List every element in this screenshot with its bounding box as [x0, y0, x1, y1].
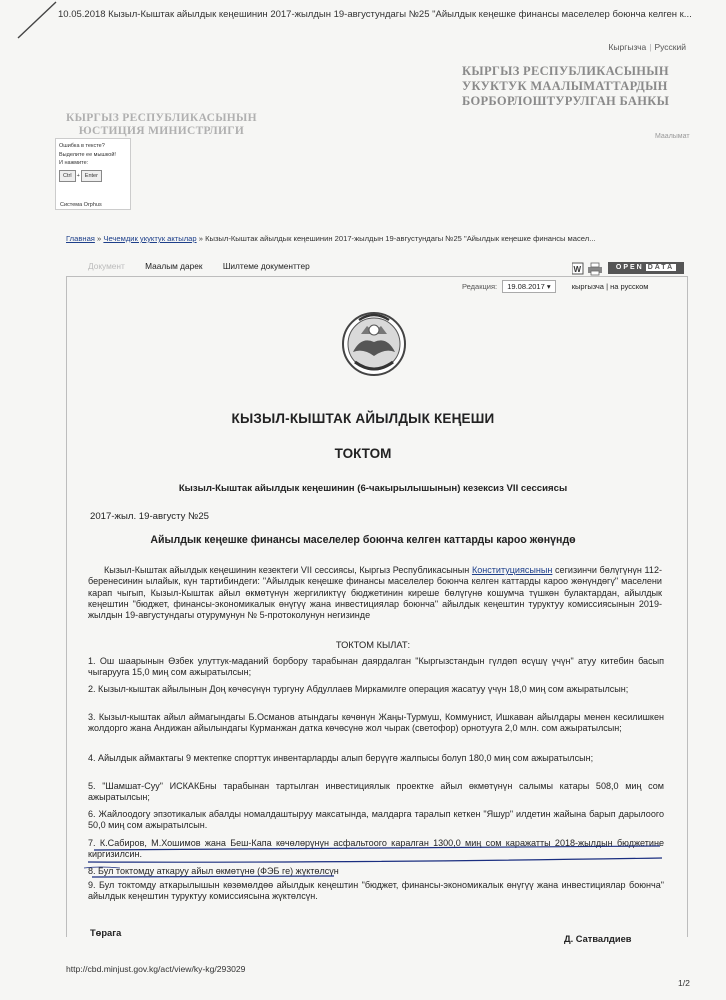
ministry-line-2: ЮСТИЦИЯ МИНИСТРЛИГИ — [78, 125, 245, 137]
edition-selector — [462, 280, 648, 293]
enter-key: Enter — [81, 170, 102, 183]
breadcrumb-current: Кызыл-Кыштак айылдык кеңешинин 2017-жылдын 19-августундагы №25 "Айылдык кеңешке финансы масел... — [205, 234, 596, 243]
svg-text:W: W — [573, 265, 582, 274]
doc-lang-kyrgyz[interactable]: кыргызча — [571, 282, 604, 291]
key-plus: + — [76, 172, 80, 179]
breadcrumb-sep: » — [97, 234, 102, 243]
lang-russian-link[interactable]: Русский — [654, 42, 686, 52]
session-heading: Кызыл-Кыштак айылдык кеңешинин (6-чакырылышынын) кезексиз VII сессиясы — [178, 483, 568, 494]
resolves-heading: ТОКТОМ КЫЛАТ: — [335, 640, 411, 650]
document-subject: Айылдык кеңешке финансы маселелер боюнча келген каттарды карoo жөнүндө — [150, 534, 576, 546]
doc-lang-separator: | — [606, 282, 609, 291]
print-header: 10.05.2018 Кызыл-Кыштак айылдык кеңешинин 2017-жылдын 19-августундагы №25 "Айылдык кеңешке финансы маселелер боюнча келген к... — [58, 9, 692, 20]
language-switch — [608, 42, 686, 52]
resolution-item-5: 5. "Шамшат-Суу" ИСКАКБны тарабынан тартылган инвестициялык проектке айыл өкмөтүнүн салымы катары 508,0 миң сом ажыратылсын; — [88, 781, 664, 803]
resolution-item-6: 6. Жайлоодогу эпзотикалык абалды номалдаштыруу максатында, малдарга таралып кеткен "Яшур" илдетин жайына барып дарылоого 50,0 миң сом ажыратылсын. — [88, 809, 664, 831]
resolution-item-7: 7. К.Сабиров, М.Хошимов жана Беш-Капа көчөлөрүнүн асфальтоого каралган 1300,0 миң сом каражатты 2018-жылдын бюджетине киргизилсин. — [88, 838, 664, 860]
signer-name: Д. Сатвалдиев — [564, 934, 632, 944]
state-emblem-icon — [341, 306, 407, 384]
error-line-2: Выделите ее мышкой! — [59, 151, 116, 158]
word-export-icon[interactable] — [572, 263, 583, 274]
pen-stroke-mark — [16, 0, 66, 40]
bank-logo-text[interactable] — [462, 64, 669, 109]
bank-subtitle: Маалымат — [655, 133, 690, 140]
bank-line-2: УКУКТУК МААЛЫМАТТАРДЫН — [462, 79, 668, 93]
resolution-item-4: 4. Айылдык аймактагы 9 мектепке спорттук инвентарларды алып берүүгө жалпысы болуп 180,0 миң сом ажыратылсын; — [88, 753, 594, 763]
ctrl-key: Ctrl — [59, 170, 76, 183]
document-type: ТОКТОМ — [334, 446, 392, 461]
document-title: КЫЗЫЛ-КЫШТАК АЙЫЛДЫК КЕҢЕШИ — [231, 411, 495, 426]
document-tabs — [88, 261, 328, 271]
print-icon[interactable] — [588, 263, 602, 275]
document-date: 2017-жыл. 19-августу №25 — [90, 511, 209, 522]
breadcrumb — [66, 234, 596, 243]
edition-select[interactable] — [502, 280, 555, 293]
bank-line-1: КЫРГЫЗ РЕСПУБЛИКАСЫНЫН — [462, 64, 669, 78]
breadcrumb-sep: » — [198, 234, 203, 243]
breadcrumb-section[interactable]: Чечемдик укуктук актылар — [103, 234, 197, 243]
chevron-down-icon: ▾ — [546, 282, 551, 291]
page-url: http://cbd.minjust.gov.kg/act/view/ky-kg/293029 — [66, 964, 246, 974]
orphus-system-link[interactable]: Система Orphus — [60, 202, 102, 208]
tab-document[interactable]: Документ — [88, 261, 125, 271]
open-data-label-data: DATA — [647, 264, 675, 271]
edition-label: Редакция: — [462, 282, 498, 291]
resolution-item-2: 2. Кызыл-кыштак айылынын Доң көчөсүнүн тургуну Абдуллаев Миркамилге операция жасатуу үчүн 18,0 миң сом ажыратылсын; — [88, 684, 629, 694]
ministry-line-1: КЫРГЫЗ РЕСПУБЛИКАСЫНЫН — [66, 112, 257, 124]
breadcrumb-home[interactable]: Главная — [66, 234, 95, 243]
toolbar-icons — [572, 262, 606, 276]
preamble-text-a: Кызыл-Кыштак айылдык кеңешинин кезектеги VII сессиясы, Кыргыз Республикасынын — [104, 565, 472, 575]
preamble-text-b: сегизинчи бөлүгүнүн 112-беренесинин ылайык, күн тартибиндеги: "Айылдык кеңешке финансы маселелер боюнча келген каттарды карoo жөнүндөгү" маселени карап чыгып, Кызыл-Кыштак айыл өкмөтүнүн жергиликтүү бюджетинин киреше бөлүгүнө кошумча түшкөн булактардан, айылдык кеңештин "бюджет, финансы-экономикалык өнүгүү жана инвестициялар боюнча" айылдык кеңештин туруктуу комиссиясынын 2019-жылдын 19-августундагы отурумунун № 5-протоколунун негизинде — [88, 565, 662, 621]
doc-lang-switch — [572, 282, 649, 291]
preamble-paragraph — [88, 565, 662, 621]
signer-title: Төрага — [90, 928, 122, 938]
resolution-item-9: 9. Бул токтомду аткарылышын көзөмөлдөө айылдык кеңештин "бюджет, финансы-экономикалык өнүгүү жана инвестициялар боюнча" айылдык кеңештин туруктуу комиссиясына жүктөлсүн. — [88, 880, 664, 902]
resolution-item-3: 3. Кызыл-кыштак айыл аймагындагы Б.Османов атындагы көчөнүн Жаңы-Турмуш, Коммунист, Ишкаван айылдары менен кесилишкен жолдорго жана Андижан айылындагы Курманжан датка көчөсүнө жол чырак (светофор) орнотууга 2,0 млн. сом ажыратылсын; — [88, 712, 664, 734]
tab-links[interactable]: Шилтеме документтер — [222, 261, 310, 271]
bank-line-3: БОРБОРЛОШТУРУЛГАН БАНКЫ — [462, 94, 670, 108]
constitution-link[interactable]: Конституциясынын — [471, 565, 553, 575]
lang-kyrgyz-link[interactable]: Кыргызча — [608, 42, 647, 52]
error-keys — [59, 170, 127, 183]
page-number: 1/2 — [678, 978, 690, 988]
edition-selected-value: 19.08.2017 — [507, 282, 545, 291]
open-data-label-open: OPEN — [615, 264, 644, 271]
error-line-1: Ошибка в тексте? — [59, 143, 105, 149]
tab-reference[interactable]: Маалым дарек — [145, 261, 203, 271]
lang-separator: | — [649, 42, 652, 52]
doc-lang-russian[interactable]: на русском — [610, 282, 649, 291]
ministry-logo-text[interactable] — [66, 112, 257, 138]
error-report-box — [55, 138, 131, 210]
open-data-badge[interactable] — [608, 262, 684, 274]
error-line-3: И нажмите: — [59, 160, 89, 166]
resolution-item-1: 1. Ош шаарынын Өзбек улуттук-маданий борбору тарабынан даярдалган "Кыргызстандын гүлдөп өсүшү үчүн" атуу китебин басып чыгарууга 15,0 миң сом ажыратылсын; — [88, 656, 664, 678]
resolution-item-8: 8. Бул токтомду аткаруу айыл өкмөтүнө (ФЭБ ге) жүктөлсүн — [88, 866, 339, 876]
